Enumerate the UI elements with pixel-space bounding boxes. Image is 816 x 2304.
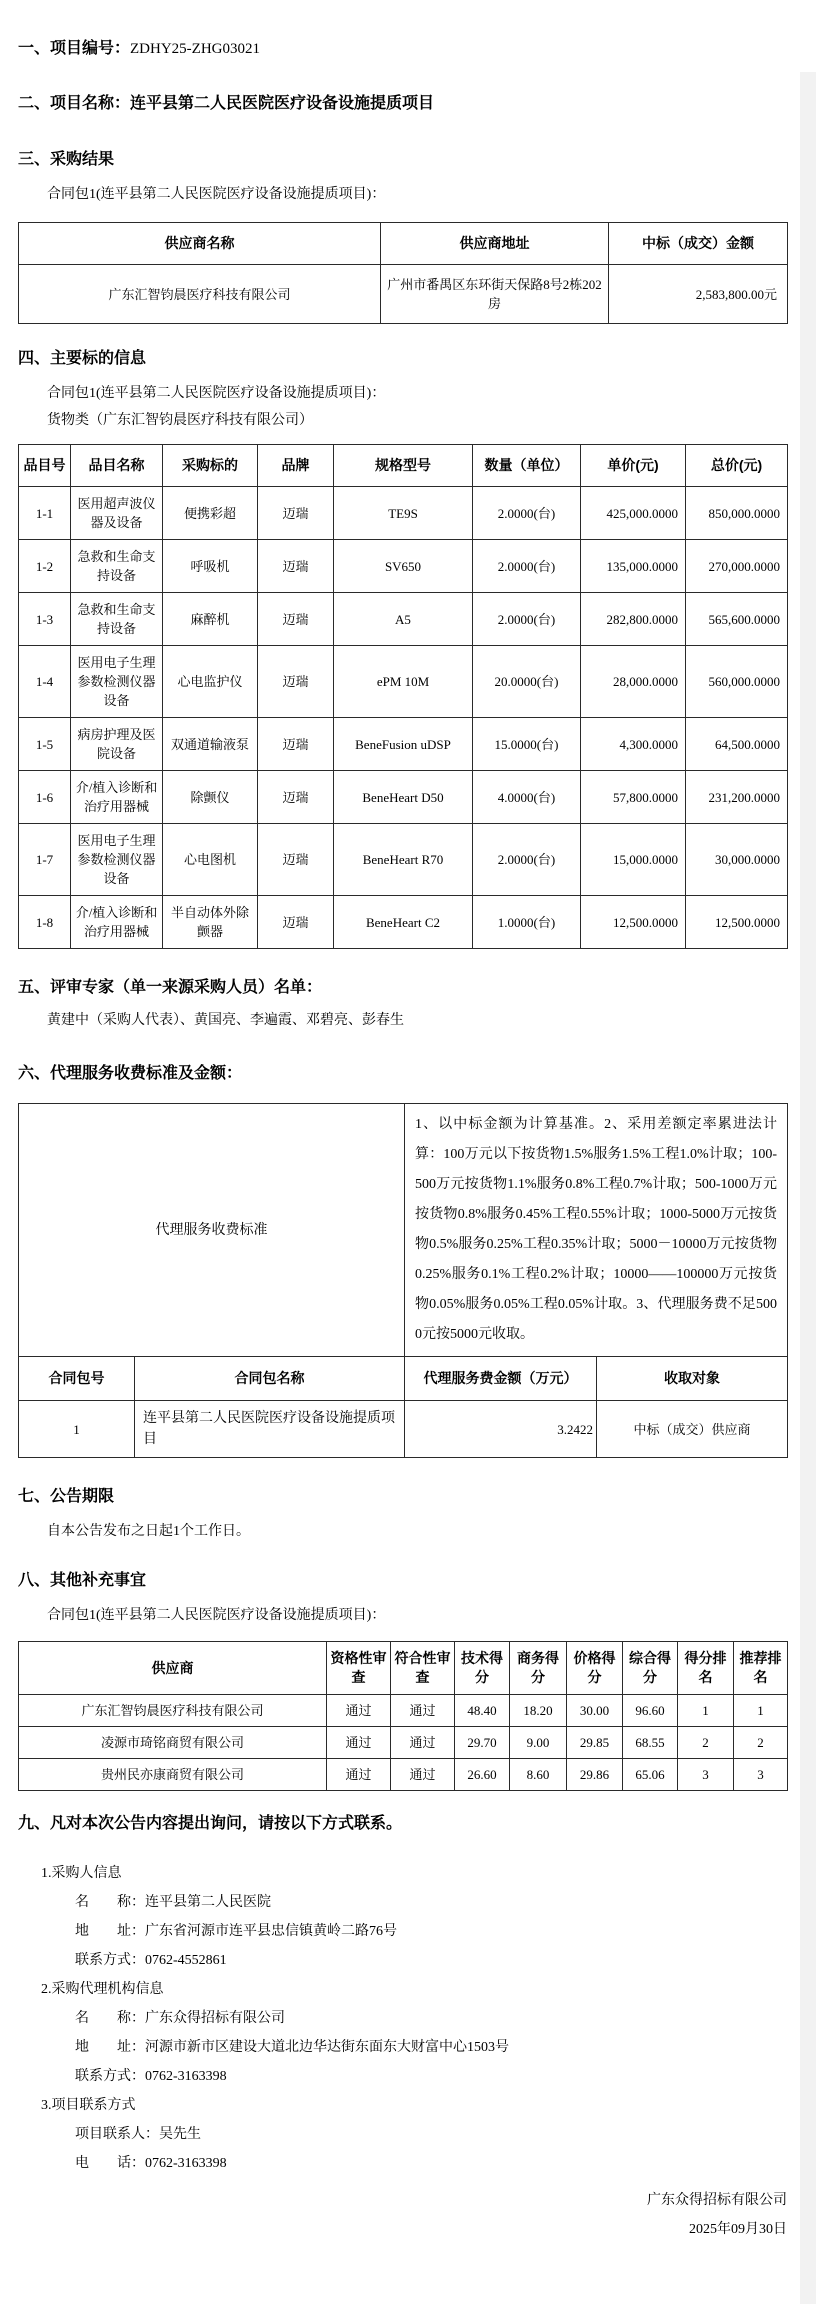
section-3-heading: 三、采购结果	[18, 151, 115, 168]
table-cell: 迈瑞	[258, 593, 334, 646]
table-cell: 48.40	[455, 1695, 510, 1727]
table-row	[19, 487, 788, 540]
table-cell: 迈瑞	[258, 824, 334, 896]
table-cell: 双通道输液泵	[163, 718, 258, 771]
table-cell: 除颤仪	[163, 771, 258, 824]
table-cell: 231,200.0000	[686, 771, 788, 824]
column-header: 收取对象	[597, 1357, 788, 1401]
table-cell: 29.70	[455, 1727, 510, 1759]
column-header: 资格性审查	[327, 1642, 391, 1695]
table-cell: 医用电子生理参数检测仪器设备	[71, 824, 163, 896]
table-cell: 2.0000(台)	[473, 824, 581, 896]
section-9-heading: 九、凡对本次公告内容提出询问，请按以下方式联系。	[18, 1815, 403, 1832]
table-cell: 30,000.0000	[686, 824, 788, 896]
section-8-heading: 八、其他补充事宜	[18, 1572, 147, 1589]
package-line: 合同包1(连平县第二人民医院医疗设备设施提质项目)：	[47, 1608, 386, 1623]
section-5-heading: 五、评审专家（单一来源采购人员）名单：	[18, 979, 323, 996]
table-cell: 3	[734, 1759, 788, 1791]
table-cell: 4.0000(台)	[473, 771, 581, 824]
table-cell: 1-6	[19, 771, 71, 824]
project-contact-heading: 3.项目联系方式	[41, 2098, 136, 2113]
agency-heading: 2.采购代理机构信息	[41, 1982, 164, 1997]
table-cell: 医用电子生理参数检测仪器设备	[71, 646, 163, 718]
agency-phone: 联系方式：0762-3163398	[75, 2069, 227, 2084]
section-1-label: 一、项目编号：	[18, 40, 131, 57]
fee-standard-label: 代理服务收费标准	[19, 1104, 405, 1357]
table-cell: 30.00	[567, 1695, 623, 1727]
purchaser-heading: 1.采购人信息	[41, 1866, 122, 1881]
table-row	[19, 896, 788, 949]
column-header: 中标（成交）金额	[609, 223, 788, 265]
project-name: 连平县第二人民医院医疗设备设施提质项目	[130, 95, 435, 112]
column-header: 供应商地址	[381, 223, 609, 265]
fee-standard-text: 1、以中标金额为计算基准。2、采用差额定率累进法计算：100万元以下按货物1.5%服务1.5%工程1.0%计取；100-500万元按货物1.1%服务0.8%工程0.7%计取；500-1000万元按货物0.8%服务0.45%工程0.55%计取；1000-5000万元按货物0.5%服务0.25%工程0.35%计取；5000－10000万元按货物0.25%服务0.1%工程0.2%计取；10000——100000万元按货物0.05%服务0.05%工程0.05%计取。3、代理服务费不足5000元按5000元收取。	[405, 1104, 788, 1357]
package-line: 合同包1(连平县第二人民医院医疗设备设施提质项目)：	[47, 386, 386, 401]
table-cell: 通过	[391, 1759, 455, 1791]
table-cell: 12,500.0000	[686, 896, 788, 949]
table-cell: 迈瑞	[258, 718, 334, 771]
table-cell: 迈瑞	[258, 646, 334, 718]
table-cell: 1-3	[19, 593, 71, 646]
table-cell: 急救和生命支持设备	[71, 540, 163, 593]
table-cell: BeneHeart R70	[334, 824, 473, 896]
table-cell: 病房护理及医院设备	[71, 718, 163, 771]
table-cell: 凌源市琦铭商贸有限公司	[19, 1727, 327, 1759]
table-cell: 2	[678, 1727, 734, 1759]
table-cell: 迈瑞	[258, 487, 334, 540]
header-row	[19, 445, 788, 487]
table-cell: 560,000.0000	[686, 646, 788, 718]
table-cell: 29.85	[567, 1727, 623, 1759]
column-header: 品目号	[19, 445, 71, 487]
project-number: ZDHY25-ZHG03021	[130, 41, 260, 57]
header-row	[19, 1642, 788, 1695]
table-cell: BeneHeart D50	[334, 771, 473, 824]
package-name-cell: 连平县第二人民医院医疗设备设施提质项目	[135, 1401, 405, 1458]
table-cell: 65.06	[623, 1759, 678, 1791]
table-cell: 425,000.0000	[581, 487, 686, 540]
fee-data-row	[19, 1401, 788, 1458]
table-cell: 29.86	[567, 1759, 623, 1791]
column-header: 代理服务费金额（万元）	[405, 1357, 597, 1401]
table-row	[19, 540, 788, 593]
column-header: 供应商	[19, 1642, 327, 1695]
table-cell: 半自动体外除颤器	[163, 896, 258, 949]
table-cell: ePM 10M	[334, 646, 473, 718]
table-cell: 1-5	[19, 718, 71, 771]
column-header: 合同包号	[19, 1357, 135, 1401]
table-cell: 广东汇智钧晨医疗科技有限公司	[19, 1695, 327, 1727]
table-cell: 64,500.0000	[686, 718, 788, 771]
table-cell: 850,000.0000	[686, 487, 788, 540]
table-cell: 565,600.0000	[686, 593, 788, 646]
table-cell: 通过	[327, 1727, 391, 1759]
table-cell: 2	[734, 1727, 788, 1759]
table-cell: 广东汇智钧晨医疗科技有限公司	[19, 265, 381, 324]
column-header: 推荐排名	[734, 1642, 788, 1695]
section-7-heading: 七、公告期限	[18, 1488, 115, 1505]
table-cell: 麻醉机	[163, 593, 258, 646]
table-row	[19, 718, 788, 771]
table-cell: 1-1	[19, 487, 71, 540]
table-cell: 通过	[327, 1695, 391, 1727]
table-cell: 12,500.0000	[581, 896, 686, 949]
table-cell: 1-2	[19, 540, 71, 593]
table-cell: 广州市番禺区东环街天保路8号2栋202房	[381, 265, 609, 324]
column-header: 商务得分	[510, 1642, 567, 1695]
agency-address: 地 址：河源市新市区建设大道北边华达街东面东大财富中心1503号	[75, 2040, 509, 2055]
column-header: 综合得分	[623, 1642, 678, 1695]
table-cell: 57,800.0000	[581, 771, 686, 824]
package-line: 合同包1(连平县第二人民医院医疗设备设施提质项目)：	[47, 187, 386, 202]
table-cell: 急救和生命支持设备	[71, 593, 163, 646]
column-header: 价格得分	[567, 1642, 623, 1695]
column-header: 得分排名	[678, 1642, 734, 1695]
signature-date: 2025年09月30日	[689, 2222, 787, 2237]
purchaser-phone: 联系方式：0762-4552861	[75, 1953, 227, 1968]
signature-company: 广东众得招标有限公司	[647, 2193, 787, 2208]
column-header: 技术得分	[455, 1642, 510, 1695]
fee-header-row	[19, 1357, 788, 1401]
table-cell: 1.0000(台)	[473, 896, 581, 949]
purchaser-name: 名 称：连平县第二人民医院	[75, 1895, 271, 1910]
column-header: 单价(元)	[581, 445, 686, 487]
signature-block	[18, 2186, 787, 2244]
items-table	[18, 444, 788, 949]
table-cell: 通过	[391, 1727, 455, 1759]
table-cell: 迈瑞	[258, 896, 334, 949]
table-cell: 2.0000(台)	[473, 487, 581, 540]
table-cell: 1	[678, 1695, 734, 1727]
table-cell: 2.0000(台)	[473, 593, 581, 646]
section-1-heading	[18, 40, 787, 58]
table-cell: 2,583,800.00元	[609, 265, 788, 324]
table-cell: 8.60	[510, 1759, 567, 1791]
table-cell: 便携彩超	[163, 487, 258, 540]
project-contact-phone: 电 话：0762-3163398	[75, 2156, 227, 2171]
column-header: 符合性审查	[391, 1642, 455, 1695]
table-cell: 68.55	[623, 1727, 678, 1759]
table-cell: 贵州民亦康商贸有限公司	[19, 1759, 327, 1791]
table-row	[19, 1759, 788, 1791]
package-number-cell: 1	[19, 1401, 135, 1458]
table-cell: 28,000.0000	[581, 646, 686, 718]
table-cell: 迈瑞	[258, 540, 334, 593]
table-row	[19, 593, 788, 646]
project-contact-person: 项目联系人：吴先生	[75, 2127, 201, 2142]
table-cell: A5	[334, 593, 473, 646]
table-cell: 18.20	[510, 1695, 567, 1727]
table-cell: 1-4	[19, 646, 71, 718]
column-header: 采购标的	[163, 445, 258, 487]
expert-names: 黄建中（采购人代表）、黄国亮、李遍霞、邓碧亮、彭春生	[47, 1013, 404, 1028]
table-row	[19, 265, 788, 324]
table-cell: 1-7	[19, 824, 71, 896]
column-header: 供应商名称	[19, 223, 381, 265]
table-cell: 3	[678, 1759, 734, 1791]
table-cell: 介/植入诊断和治疗用器械	[71, 896, 163, 949]
table-cell: 135,000.0000	[581, 540, 686, 593]
section-4-heading: 四、主要标的信息	[18, 350, 147, 367]
table-cell: 呼吸机	[163, 540, 258, 593]
table-cell: 96.60	[623, 1695, 678, 1727]
section-2-label: 二、项目名称：	[18, 95, 131, 112]
table-row	[19, 1695, 788, 1727]
fee-standard-row	[19, 1104, 788, 1357]
column-header: 数量（单位）	[473, 445, 581, 487]
table-cell: 9.00	[510, 1727, 567, 1759]
table-row	[19, 1727, 788, 1759]
scrollbar-thumb[interactable]	[800, 0, 816, 72]
table-cell: 2.0000(台)	[473, 540, 581, 593]
table-row	[19, 646, 788, 718]
table-cell: 医用超声波仪器及设备	[71, 487, 163, 540]
scrollbar-track[interactable]	[800, 0, 816, 2304]
fee-payer-cell: 中标（成交）供应商	[597, 1401, 788, 1458]
table-cell: 心电监护仪	[163, 646, 258, 718]
supplier-evaluation-table	[18, 1641, 788, 1791]
table-cell: 通过	[327, 1759, 391, 1791]
notice-period-text: 自本公告发布之日起1个工作日。	[47, 1524, 250, 1539]
header-row	[19, 223, 788, 265]
category-line: 货物类（广东汇智钧晨医疗科技有限公司）	[47, 413, 313, 428]
table-cell: 介/植入诊断和治疗用器械	[71, 771, 163, 824]
table-row	[19, 824, 788, 896]
agency-name: 名 称：广东众得招标有限公司	[75, 2011, 285, 2026]
table-cell: 1-8	[19, 896, 71, 949]
table-cell: 26.60	[455, 1759, 510, 1791]
table-cell: BeneHeart C2	[334, 896, 473, 949]
table-cell: TE9S	[334, 487, 473, 540]
column-header: 合同包名称	[135, 1357, 405, 1401]
table-cell: 迈瑞	[258, 771, 334, 824]
column-header: 品牌	[258, 445, 334, 487]
table-cell: 282,800.0000	[581, 593, 686, 646]
agency-fee-table	[18, 1103, 788, 1458]
fee-amount-cell: 3.2422	[405, 1401, 597, 1458]
table-cell: 心电图机	[163, 824, 258, 896]
table-cell: 4,300.0000	[581, 718, 686, 771]
contact-info-block	[18, 1859, 787, 2178]
section-6-heading: 六、代理服务收费标准及金额：	[18, 1065, 243, 1082]
table-row	[19, 771, 788, 824]
table-cell: BeneFusion uDSP	[334, 718, 473, 771]
column-header: 品目名称	[71, 445, 163, 487]
table-cell: 15.0000(台)	[473, 718, 581, 771]
section-2-heading	[18, 95, 787, 113]
column-header: 总价(元)	[686, 445, 788, 487]
procurement-result-table	[18, 222, 788, 324]
table-cell: 20.0000(台)	[473, 646, 581, 718]
purchaser-address: 地 址：广东省河源市连平县忠信镇黄岭二路76号	[75, 1924, 397, 1939]
table-cell: 通过	[391, 1695, 455, 1727]
table-cell: 15,000.0000	[581, 824, 686, 896]
column-header: 规格型号	[334, 445, 473, 487]
table-cell: SV650	[334, 540, 473, 593]
table-cell: 270,000.0000	[686, 540, 788, 593]
table-cell: 1	[734, 1695, 788, 1727]
